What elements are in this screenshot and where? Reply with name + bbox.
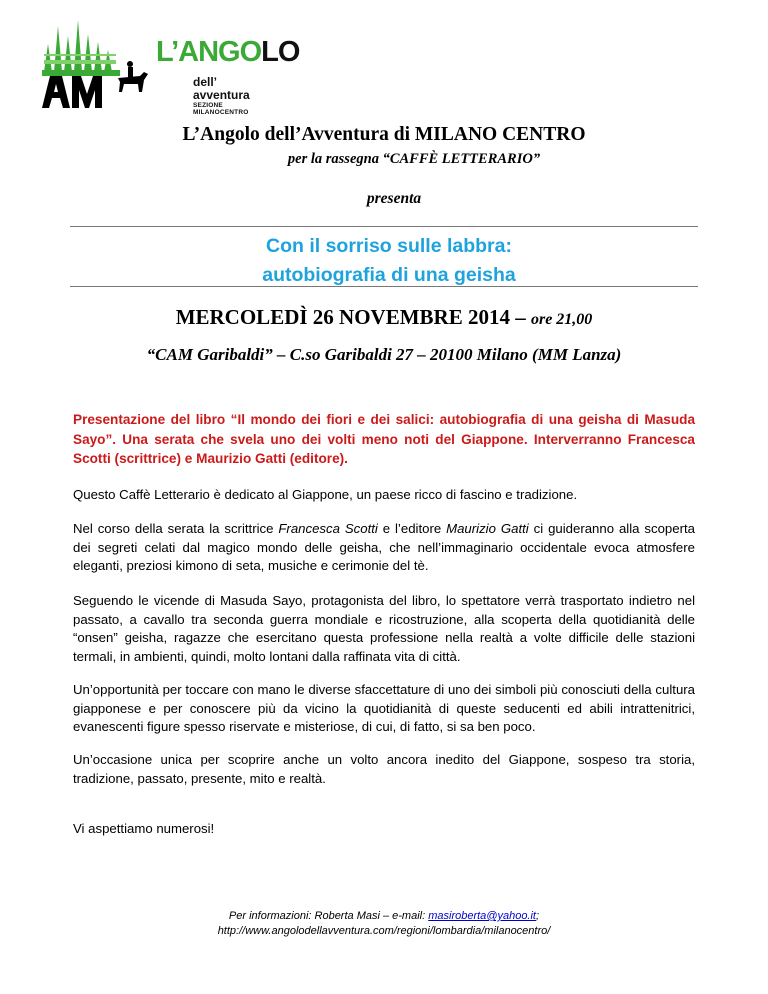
email-link[interactable]: masiroberta@yahoo.it xyxy=(428,910,536,922)
event-date xyxy=(0,305,768,330)
paragraph-5: Un’occasione unica per scoprire anche un volto ancora inedito del Giappone, sospeso tra storia, tradizione, passato, presente, mito e realtà. xyxy=(73,752,695,786)
event-title xyxy=(0,232,768,290)
paragraph-2-b: e l’editore xyxy=(377,521,447,536)
logo xyxy=(36,14,300,116)
divider-top xyxy=(70,226,698,227)
event-title-line1: Con il sorriso sulle labbra: xyxy=(266,235,512,257)
footer-contact xyxy=(0,909,768,924)
footer-info-prefix: Per informazioni: Roberta Masi – e-mail: xyxy=(228,910,429,922)
event-time: ore 21,00 xyxy=(530,311,593,328)
intro-paragraph: Presentazione del libro “Il mondo dei fiori e dei salici: autobiografia di una geisha di Masuda Sayo”. Una serata che svela uno dei volti meno noti del Giappone. Interverranno Francesca Scotti (scrittrice) e Maurizio Gatti (editore). xyxy=(73,412,695,466)
logo-name-black: LO xyxy=(261,36,300,68)
editor-name: Maurizio Gatti xyxy=(446,521,529,536)
closing-line: Vi aspettiamo numerosi! xyxy=(73,821,215,836)
paragraph-4: Un’opportunità per toccare con mano le diverse sfaccettature di uno dei simboli più conosciuti della cultura giapponese e per conoscere più da vicino la quotidianità di queste seducenti ed abili intrattenitrici, evanescenti figure spesso riservate e misteriose, di cui, di fatto, si sa ben poco. xyxy=(73,682,695,735)
paragraph-2-a: Nel corso della serata la scrittrice xyxy=(73,521,279,536)
paragraph-2-c: ci guideranno alla scoperta dei segreti celati dal magico mondo delle geisha, che nell’immaginario occidentale evoca atmosfere eleganti, preziosi kimono di seta, musiche e cerimonie del tè. xyxy=(73,521,695,574)
logo-name-green: L’ANGO xyxy=(156,36,262,68)
organizer-heading: L’Angolo dell’Avventura di MILANO CENTRO xyxy=(182,124,586,145)
paragraph-3: Seguendo le vicende di Masuda Sayo, protagonista del libro, lo spettatore verrà trasportato indietro nel passato, a cavallo tra seconda guerra mondiale e ricostruzione, alla scoperta della quotidianità delle “onsen” geisha, ragazze che esercitano questa professione nella realtà a volte difficile delle stazioni termali, in ambienti, quindi, molto lontani dalla raffinata vita di città. xyxy=(73,593,695,664)
author-name: Francesca Scotti xyxy=(278,521,378,536)
logo-name xyxy=(156,38,299,67)
footer-info xyxy=(0,909,768,939)
presents-label: presenta xyxy=(366,190,422,207)
logo-line1: dell’ xyxy=(193,75,218,89)
website-link[interactable]: http://www.angolodellavventura.com/regioni/lombardia/milanocentro/ xyxy=(217,925,551,937)
event-venue: “CAM Garibaldi” – C.so Garibaldi 27 – 20100 Milano (MM Lanza) xyxy=(146,345,622,364)
event-title-line2: autobiografia di una geisha xyxy=(262,264,516,286)
logo-line3: SEZIONE MILANOCENTRO xyxy=(193,102,249,116)
divider-bottom xyxy=(70,286,698,287)
logo-emblem-icon xyxy=(36,14,156,110)
footer-info-suffix: ; xyxy=(536,910,540,922)
paragraph-2 xyxy=(73,520,695,576)
series-subheading: per la rassegna “CAFFÈ LETTERARIO” xyxy=(287,151,541,167)
paragraph-1: Questo Caffè Letterario è dedicato al Giappone, un paese ricco di fascino e tradizione. xyxy=(73,487,578,502)
logo-line2: avventura xyxy=(193,88,250,102)
event-date-main: MERCOLEDÌ 26 NOVEMBRE 2014 – xyxy=(175,305,526,329)
